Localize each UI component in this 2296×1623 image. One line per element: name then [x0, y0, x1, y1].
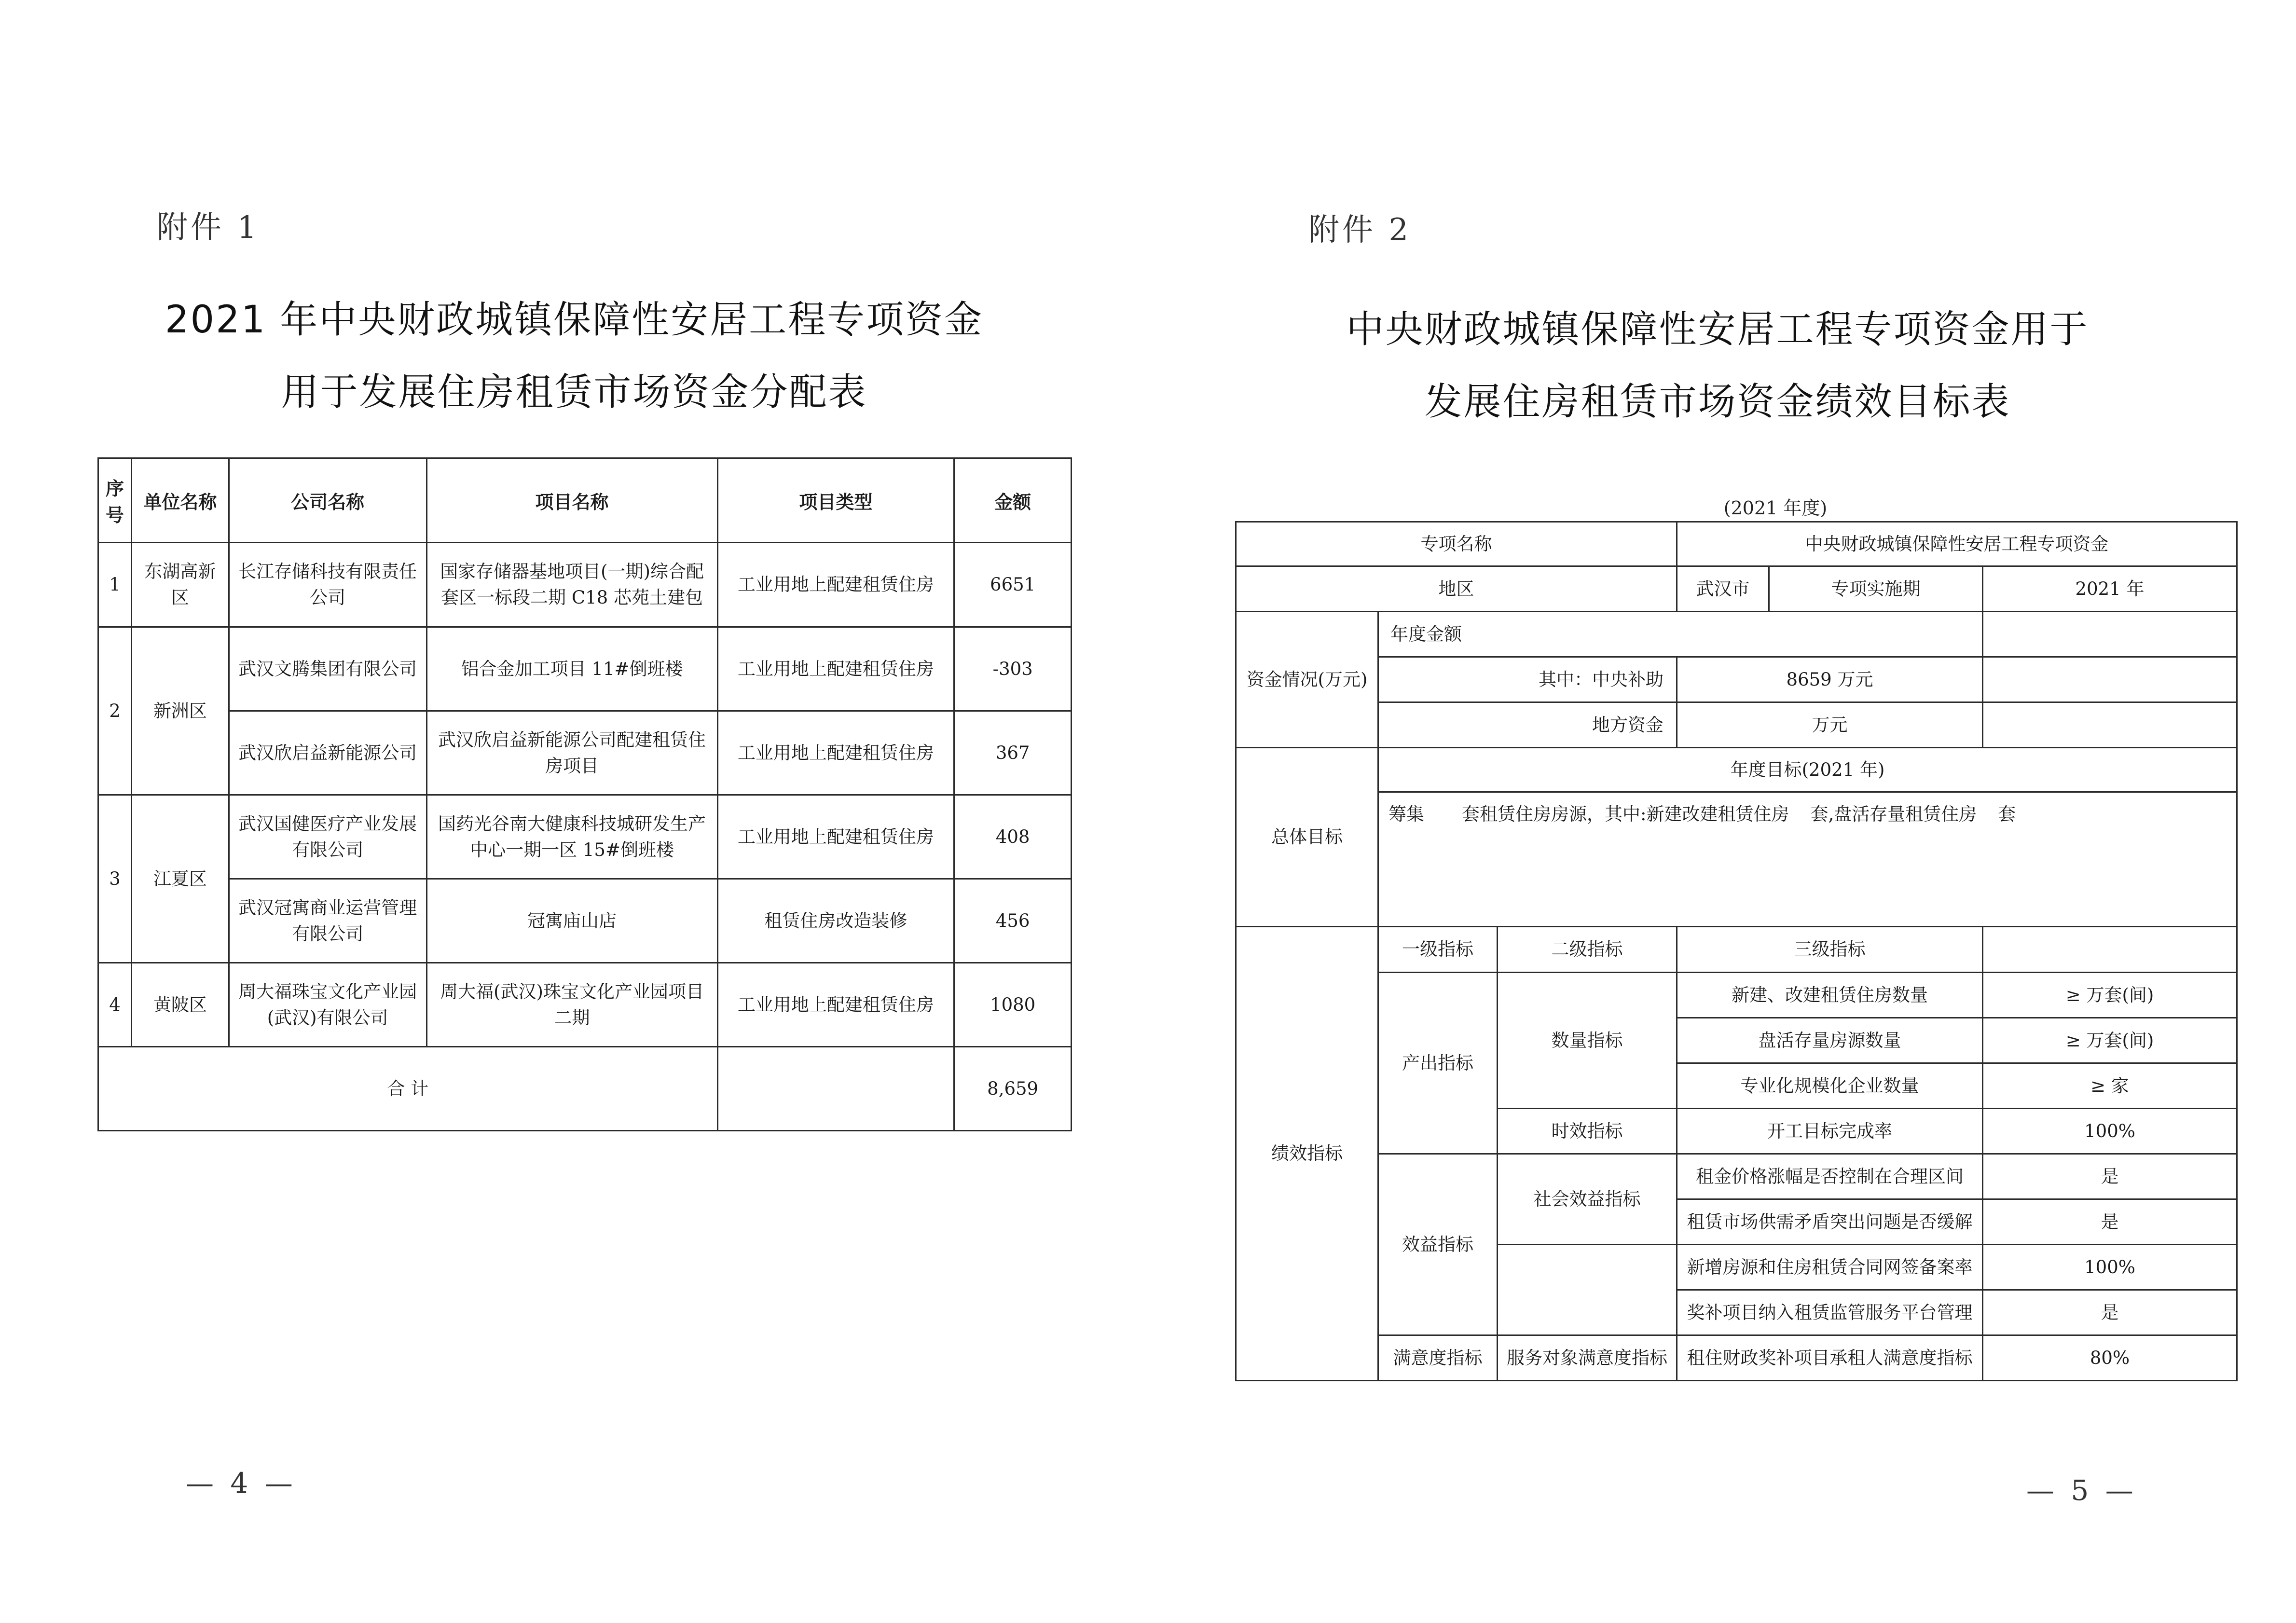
header-seq: 序号 [98, 458, 132, 543]
row-district: 东湖高新区 [132, 543, 229, 627]
row-company: 武汉冠寓商业运营管理有限公司 [229, 879, 426, 963]
indicator-name: 奖补项目纳入租赁监管服务平台管理 [1677, 1290, 1983, 1335]
attachment-label: 附件 2 [1308, 212, 1412, 248]
attachment-label: 附件 1 [157, 210, 260, 246]
indicator-value: ≥ 家 [1983, 1063, 2237, 1109]
header-amount: 金额 [954, 458, 1072, 543]
output-indicators-label: 产出指标 [1378, 973, 1498, 1154]
row-company: 武汉文腾集团有限公司 [229, 627, 426, 711]
allocation-table [97, 457, 1072, 1131]
row-amount: -303 [954, 627, 1072, 711]
local-extra [1983, 702, 2237, 748]
social-benefit-label: 社会效益指标 [1498, 1154, 1677, 1245]
total-amount: 8,659 [954, 1047, 1072, 1131]
level1-header: 一级指标 [1378, 927, 1498, 973]
row-type: 工业用地上配建租赁住房 [717, 543, 954, 627]
page-number: — 5 — [2026, 1474, 2137, 1507]
table-row [98, 627, 1072, 711]
indicator-value: 80% [1983, 1335, 2237, 1381]
annual-amount-label: 年度金额 [1378, 612, 1983, 657]
row-project: 铝合金加工项目 11#倒班楼 [426, 627, 717, 711]
row-company: 周大福珠宝文化产业园(武汉)有限公司 [229, 963, 426, 1047]
indicator-value: 是 [1983, 1154, 2237, 1199]
indicator-value: 是 [1983, 1290, 2237, 1335]
indicator-name: 新建、改建租赁住房数量 [1677, 973, 1983, 1018]
row-seq: 1 [98, 543, 132, 627]
region-value: 武汉市 [1677, 566, 1769, 612]
row-district: 江夏区 [132, 795, 229, 963]
right-page [1148, 0, 2296, 1623]
header-company: 公司名称 [229, 458, 426, 543]
goal-text-part: 筹集 [1389, 804, 1424, 825]
level3-header: 三级指标 [1677, 927, 1983, 973]
row-amount: 456 [954, 879, 1072, 963]
indicator-value: 100% [1983, 1109, 2237, 1154]
row-project: 国药光谷南大健康科技城研发生产中心一期一区 15#倒班楼 [426, 795, 717, 879]
timeliness-indicators-label: 时效指标 [1498, 1109, 1677, 1154]
table-row [98, 795, 1072, 879]
annual-amount-value [1983, 612, 2237, 657]
row-project: 武汉欣启益新能源公司配建租赁住房项目 [426, 711, 717, 795]
indicator-value: ≥ 万套(间) [1983, 973, 2237, 1018]
row-company: 长江存储科技有限责任公司 [229, 543, 426, 627]
central-extra [1983, 657, 2237, 702]
local-label: 地方资金 [1378, 702, 1677, 748]
page-title: 中央财政城镇保障性安居工程专项资金用于 [1346, 308, 2089, 351]
row-seq: 4 [98, 963, 132, 1047]
overall-goal-label: 总体目标 [1236, 748, 1378, 927]
row-type: 工业用地上配建租赁住房 [717, 963, 954, 1047]
total-row [98, 1047, 1072, 1131]
row-district: 黄陂区 [132, 963, 229, 1047]
page-subtitle: 发展住房租赁市场资金绩效目标表 [1424, 380, 2011, 424]
total-empty-cell [717, 1047, 954, 1131]
indicator-name: 新增房源和住房租赁合同网签备案率 [1677, 1245, 1983, 1290]
performance-table [1235, 521, 2238, 1381]
funds-label: 资金情况(万元) [1236, 612, 1378, 748]
year-note: (2021 年度) [1723, 497, 1828, 519]
indicator-name: 租住财政奖补项目承租人满意度指标 [1677, 1335, 1983, 1381]
row-type: 工业用地上配建租赁住房 [717, 795, 954, 879]
satisfaction-indicators-label: 满意度指标 [1378, 1335, 1498, 1381]
row-seq: 3 [98, 795, 132, 963]
table-row [98, 879, 1072, 963]
table-header-row [98, 458, 1072, 543]
quantity-indicators-label: 数量指标 [1498, 973, 1677, 1109]
indicator-value: 100% [1983, 1245, 2237, 1290]
row-type: 工业用地上配建租赁住房 [717, 711, 954, 795]
header-unit: 单位名称 [132, 458, 229, 543]
indicator-value: ≥ 万套(间) [1983, 1018, 2237, 1063]
benefit-sub-empty [1498, 1245, 1677, 1335]
row-seq: 2 [98, 627, 132, 795]
special-name-value: 中央财政城镇保障性安居工程专项资金 [1677, 522, 2237, 566]
row-type: 工业用地上配建租赁住房 [717, 627, 954, 711]
special-name-label: 专项名称 [1236, 522, 1677, 566]
period-label: 专项实施期 [1769, 566, 1983, 612]
row-district: 新洲区 [132, 627, 229, 795]
central-label: 其中：中央补助 [1378, 657, 1677, 702]
page-subtitle: 用于发展住房租赁市场资金分配表 [281, 371, 867, 414]
level3-value-header [1983, 927, 2237, 973]
period-value: 2021 年 [1983, 566, 2237, 612]
level2-header: 二级指标 [1498, 927, 1677, 973]
total-label: 合 计 [98, 1047, 718, 1131]
page-title: 2021 年中央财政城镇保障性安居工程专项资金 [165, 298, 984, 342]
header-type: 项目类型 [717, 458, 954, 543]
indicator-name: 开工目标完成率 [1677, 1109, 1983, 1154]
region-label: 地区 [1236, 566, 1677, 612]
perf-indicators-label: 绩效指标 [1236, 927, 1378, 1381]
row-type: 租赁住房改造装修 [717, 879, 954, 963]
goal-text [1378, 792, 2237, 927]
row-company: 武汉欣启益新能源公司 [229, 711, 426, 795]
row-amount: 367 [954, 711, 1072, 795]
service-satisfaction-label: 服务对象满意度指标 [1498, 1335, 1677, 1381]
goal-text-part: 套 [1998, 804, 2016, 825]
benefit-indicators-label: 效益指标 [1378, 1154, 1498, 1335]
row-company: 武汉国健医疗产业发展有限公司 [229, 795, 426, 879]
table-row [98, 963, 1072, 1047]
indicator-name: 专业化规模化企业数量 [1677, 1063, 1983, 1109]
central-value: 8659 万元 [1677, 657, 1983, 702]
header-project: 项目名称 [426, 458, 717, 543]
page-number: — 4 — [186, 1467, 297, 1499]
goal-text-part: 套租赁住房房源，其中:新建改建租赁住房 [1462, 804, 1789, 825]
row-amount: 6651 [954, 543, 1072, 627]
table-row [98, 543, 1072, 627]
row-project: 国家存储器基地项目(一期)综合配套区一标段二期 C18 芯苑土建包 [426, 543, 717, 627]
indicator-name: 盘活存量房源数量 [1677, 1018, 1983, 1063]
annual-goal-label: 年度目标(2021 年) [1378, 748, 2237, 792]
row-amount: 1080 [954, 963, 1072, 1047]
indicator-name: 租金价格涨幅是否控制在合理区间 [1677, 1154, 1983, 1199]
goal-text-part: 套,盘活存量租赁住房 [1810, 804, 1977, 825]
table-row [98, 711, 1072, 795]
row-project: 周大福(武汉)珠宝文化产业园项目二期 [426, 963, 717, 1047]
indicator-value: 是 [1983, 1199, 2237, 1245]
row-project: 冠寓庙山店 [426, 879, 717, 963]
row-amount: 408 [954, 795, 1072, 879]
local-value: 万元 [1677, 702, 1983, 748]
indicator-name: 租赁市场供需矛盾突出问题是否缓解 [1677, 1199, 1983, 1245]
